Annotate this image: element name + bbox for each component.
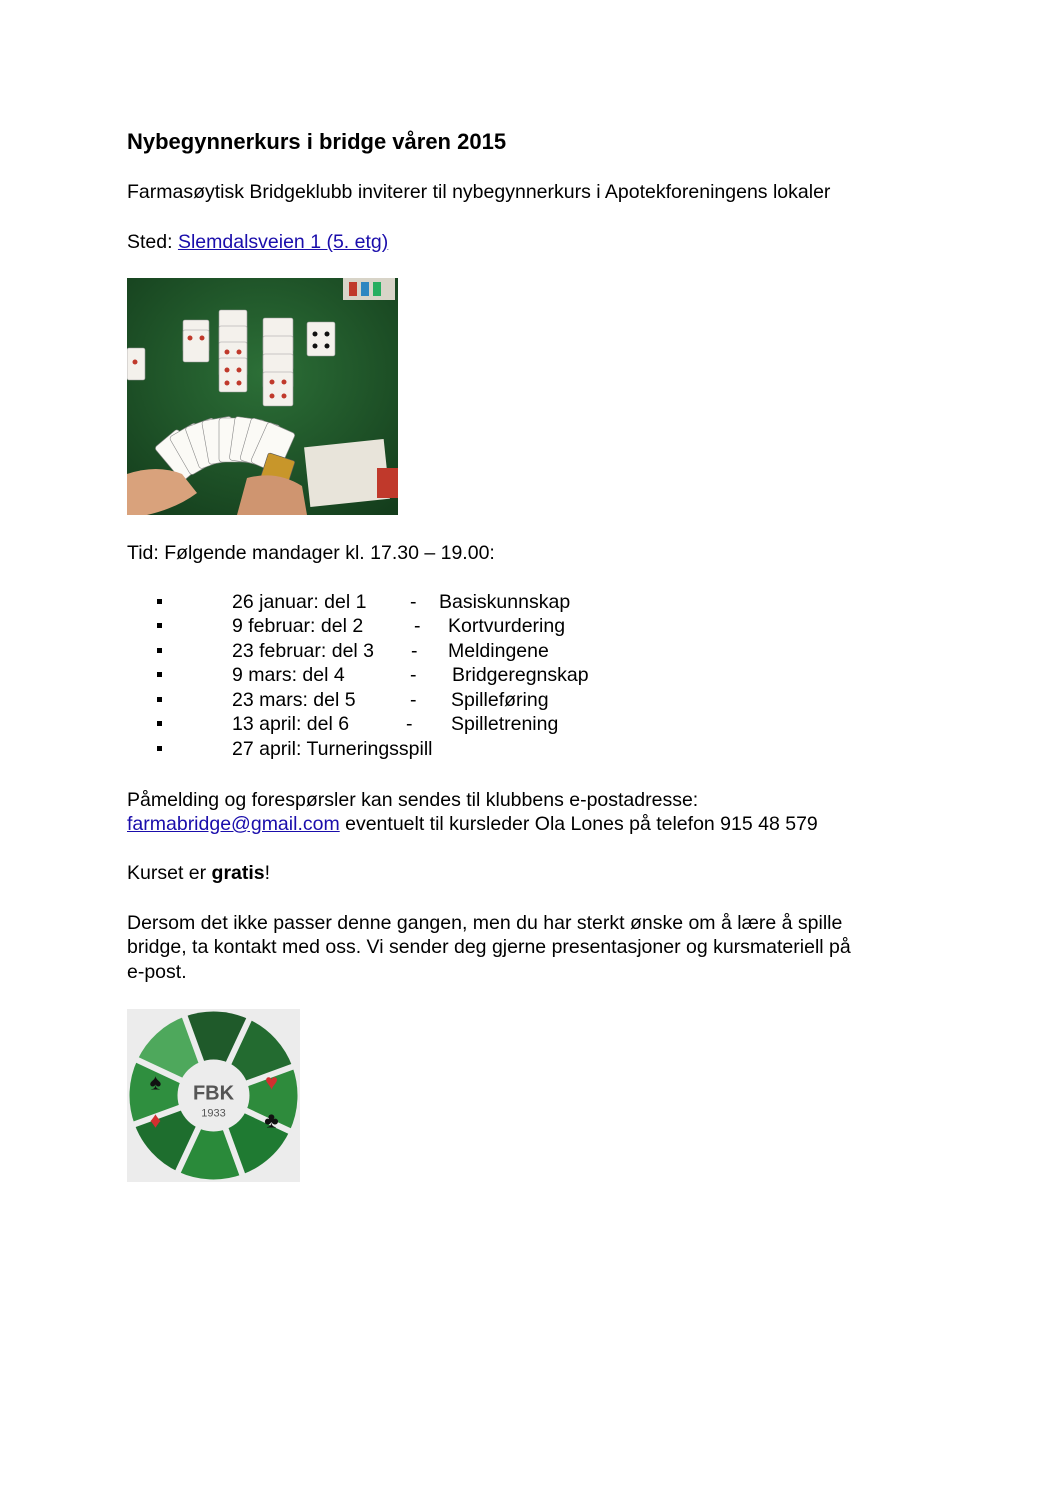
page-title: Nybegynnerkurs i bridge våren 2015 <box>127 129 507 154</box>
signup-rest: eventuelt til kursleder Ola Lones på telefon 915 48 579 <box>339 813 818 835</box>
closing-line-1: Dersom det ikke passer denne gangen, men du har sterkt ønske om å lære å spille <box>127 912 843 934</box>
free-line <box>127 861 270 886</box>
schedule-topic: Meldingene <box>448 640 549 662</box>
bullet <box>157 697 162 702</box>
time-line: Tid: Følgende mandager kl. 17.30 – 19.00: <box>127 542 495 564</box>
schedule-topic: Spilleføring <box>451 689 549 711</box>
fbk-logo <box>127 1009 300 1182</box>
heart-icon: ♥ <box>264 1069 279 1095</box>
logo-abbr: FBK <box>192 1082 235 1105</box>
schedule-date: 9 mars: del 4 <box>232 664 345 686</box>
bullet <box>157 746 162 751</box>
schedule-item <box>0 712 700 736</box>
club-icon: ♣ <box>264 1107 279 1133</box>
schedule-dash: - <box>414 615 421 637</box>
schedule-item <box>0 614 700 638</box>
schedule-date: 23 mars: del 5 <box>232 689 356 711</box>
schedule-item <box>0 590 700 614</box>
schedule-date: 23 februar: del 3 <box>232 640 375 662</box>
logo-year: 1933 <box>201 1107 226 1120</box>
place-line <box>127 230 388 255</box>
free-bold: gratis <box>211 862 265 884</box>
closing-line-2: bridge, ta kontakt med oss. Vi sender deg gjerne presentasjoner og kursmateriell på <box>127 936 851 958</box>
schedule-dash: - <box>406 713 413 735</box>
signup-line-1: Påmelding og forespørsler kan sendes til klubbens e-postadresse: <box>127 789 699 811</box>
schedule-date: 27 april: Turneringsspill <box>232 738 433 760</box>
signup-line-2 <box>127 812 818 837</box>
spade-icon: ♠ <box>149 1069 162 1095</box>
schedule-date: 9 februar: del 2 <box>232 615 364 637</box>
email-link[interactable]: farmabridge@gmail.com <box>127 813 340 835</box>
schedule-dash: - <box>411 640 418 662</box>
free-prefix: Kurset er <box>127 862 212 884</box>
bullet <box>157 599 162 604</box>
schedule-item <box>0 639 700 663</box>
schedule-topic: Kortvurdering <box>448 615 566 637</box>
schedule-item <box>0 663 700 687</box>
schedule-dash: - <box>410 689 417 711</box>
bullet <box>157 721 162 726</box>
bullet <box>157 623 162 628</box>
schedule-topic: Basiskunnskap <box>439 591 571 613</box>
schedule-item <box>0 737 700 761</box>
schedule-date: 13 april: del 6 <box>232 713 350 735</box>
schedule-item <box>0 688 700 712</box>
bullet <box>157 648 162 653</box>
schedule-date: 26 januar: del 1 <box>232 591 367 613</box>
closing-line-3: e-post. <box>127 961 187 983</box>
bridge-table-photo <box>127 278 398 515</box>
free-suffix: ! <box>264 862 271 884</box>
place-label: Sted: <box>127 231 178 253</box>
schedule-topic: Spilletrening <box>451 713 559 735</box>
schedule-dash: - <box>410 664 417 686</box>
schedule-topic: Bridgeregnskap <box>452 664 589 686</box>
diamond-icon: ♦ <box>149 1107 162 1133</box>
place-address-link[interactable]: Slemdalsveien 1 (5. etg) <box>177 231 389 253</box>
schedule-dash: - <box>410 591 417 613</box>
intro-text: Farmasøytisk Bridgeklubb inviterer til nybegynnerkurs i Apotekforeningens lokaler <box>127 181 831 203</box>
bullet <box>157 672 162 677</box>
